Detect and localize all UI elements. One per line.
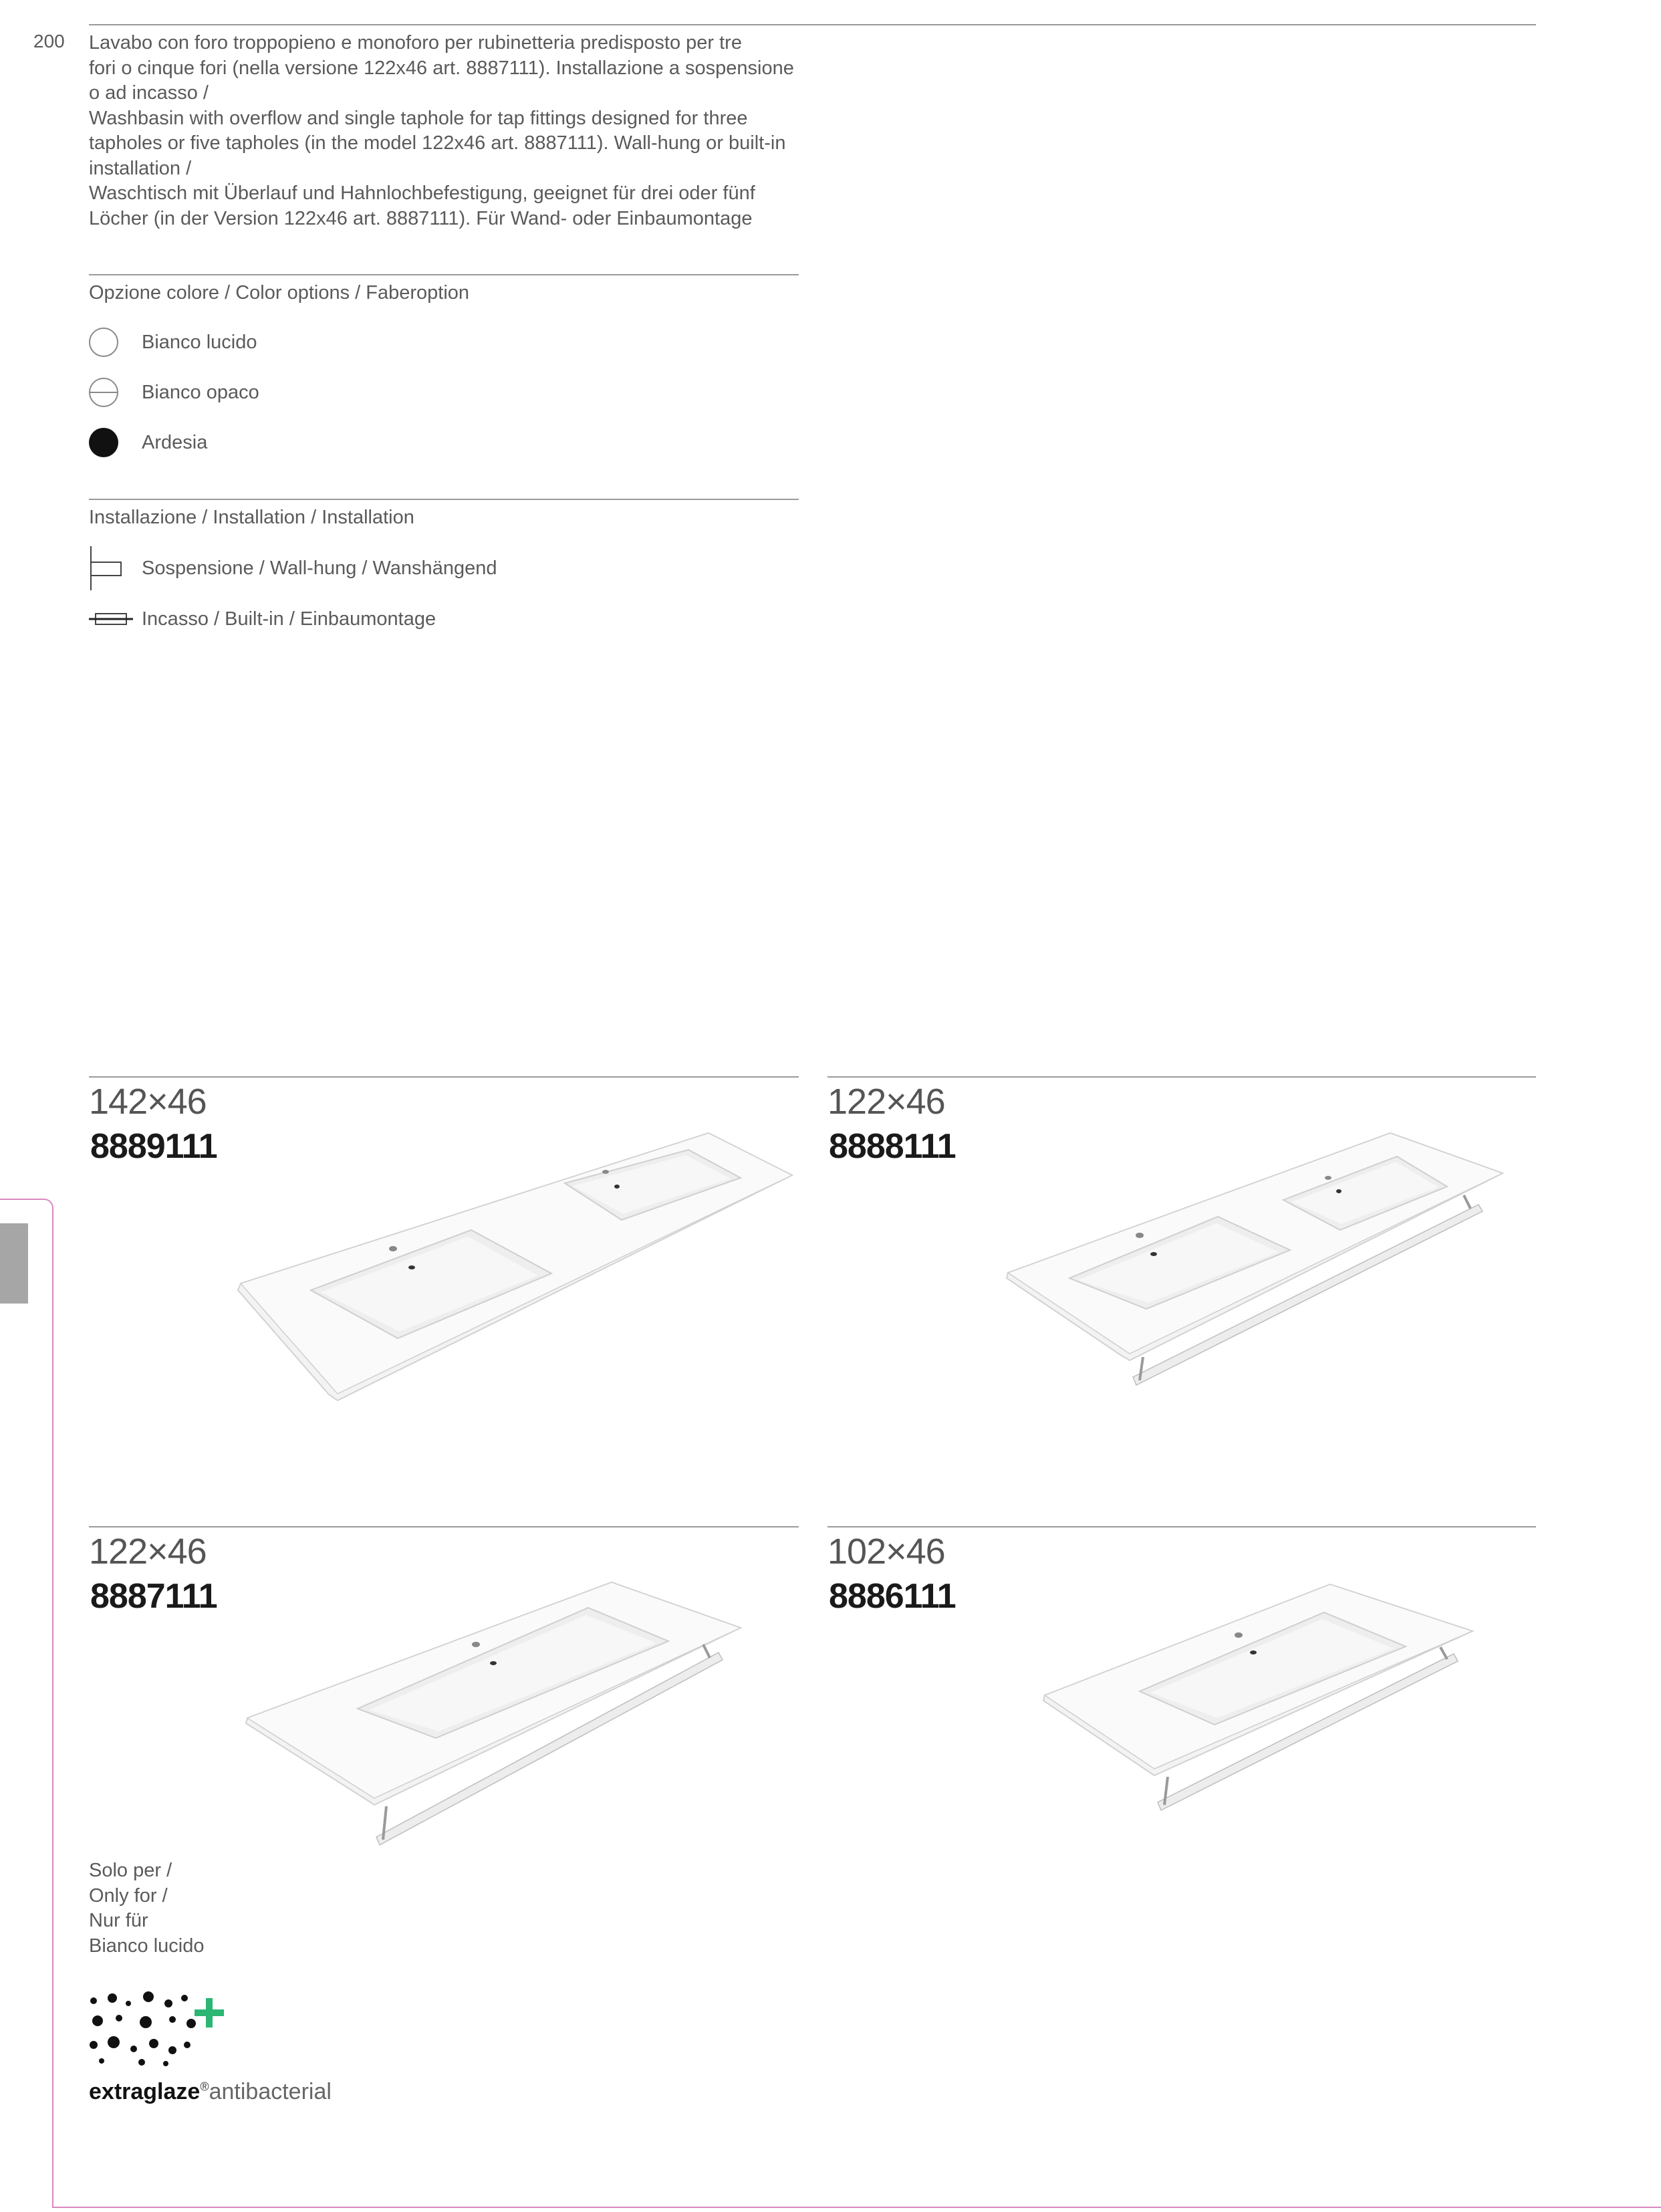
note-line: Nur für: [89, 1910, 148, 1931]
wall-hung-icon: [89, 546, 122, 590]
product-rule: [89, 1526, 799, 1527]
description-line: Washbasin with overflow and single taphole for tap fittings designed for three: [89, 107, 748, 129]
color-option-label: Bianco lucido: [142, 331, 257, 353]
description-line: Löcher (in der Version 122x46 art. 8887111). Für Wand- oder Einbaumontage: [89, 207, 753, 229]
product-code: 8888111: [829, 1127, 956, 1166]
brand-name: extraglaze: [89, 2079, 201, 2104]
color-options-title: Opzione colore / Color options / Faberoption: [89, 282, 470, 303]
color-option-ardesia: [89, 428, 207, 457]
double-washbasin-towel-rail-image: [1003, 1130, 1511, 1397]
top-rule: [89, 24, 1536, 25]
description-line: Waschtisch mit Überlauf und Hahnlochbefestigung, geeignet für drei oder fünf: [89, 182, 755, 204]
product-size: 122×46: [827, 1082, 945, 1122]
double-washbasin-image: [227, 1130, 802, 1404]
product-rule: [827, 1526, 1536, 1527]
installation-wall-hung: [89, 546, 497, 590]
product-code: 8886111: [829, 1577, 956, 1616]
description-line: installation /: [89, 157, 192, 179]
side-frame: [0, 1199, 53, 2208]
description-line: o ad incasso /: [89, 82, 209, 104]
bottom-frame: [52, 2207, 1661, 2208]
description-line: Lavabo con foro troppopieno e monoforo per rubinetteria predisposto per tre: [89, 32, 742, 53]
registered-mark: ®: [200, 2080, 209, 2094]
single-washbasin-towel-rail-image: [1039, 1578, 1481, 1818]
color-option-bianco-lucido: [89, 328, 257, 357]
color-options-rule: [89, 274, 799, 275]
product-size: 102×46: [827, 1531, 945, 1572]
built-in-icon: [89, 611, 133, 628]
page-number: 200: [33, 31, 65, 51]
product-rule: [827, 1076, 1536, 1078]
extraglaze-brand: [89, 2079, 332, 2105]
note-line: Solo per /: [89, 1860, 172, 1881]
installation-rule: [89, 499, 799, 500]
color-option-label: Ardesia: [142, 431, 208, 453]
note-line: Bianco lucido: [89, 1935, 205, 1957]
product-description: [89, 31, 794, 231]
color-option-label: Bianco opaco: [142, 381, 259, 403]
availability-note: [89, 1858, 205, 1959]
installation-title: Installazione / Installation / Installation: [89, 507, 414, 528]
product-size: 142×46: [89, 1082, 207, 1122]
brand-suffix: antibacterial: [209, 2079, 332, 2104]
color-option-bianco-opaco: [89, 378, 259, 407]
product-size: 122×46: [89, 1531, 207, 1572]
installation-label: Sospensione / Wall-hung / Wanshängend: [142, 557, 497, 579]
single-washbasin-towel-rail-image: [241, 1578, 749, 1852]
product-rule: [89, 1076, 799, 1078]
glossy-white-swatch-icon: [89, 328, 118, 357]
extraglaze-dots-logo-icon: [87, 1989, 241, 2069]
product-code: 8887111: [90, 1577, 217, 1616]
description-line: tapholes or five tapholes (in the model 122x46 art. 8887111). Wall-hung or built-in: [89, 132, 786, 154]
product-code: 8889111: [90, 1127, 217, 1166]
matte-white-swatch-icon: [89, 378, 118, 407]
description-line: fori o cinque fori (nella versione 122x46 art. 8887111). Installazione a sospensione: [89, 57, 794, 79]
slate-swatch-icon: [89, 428, 118, 457]
note-line: Only for /: [89, 1884, 168, 1907]
installation-label: Incasso / Built-in / Einbaumontage: [142, 608, 436, 630]
installation-built-in: [89, 608, 436, 630]
side-tab: [0, 1223, 28, 1304]
